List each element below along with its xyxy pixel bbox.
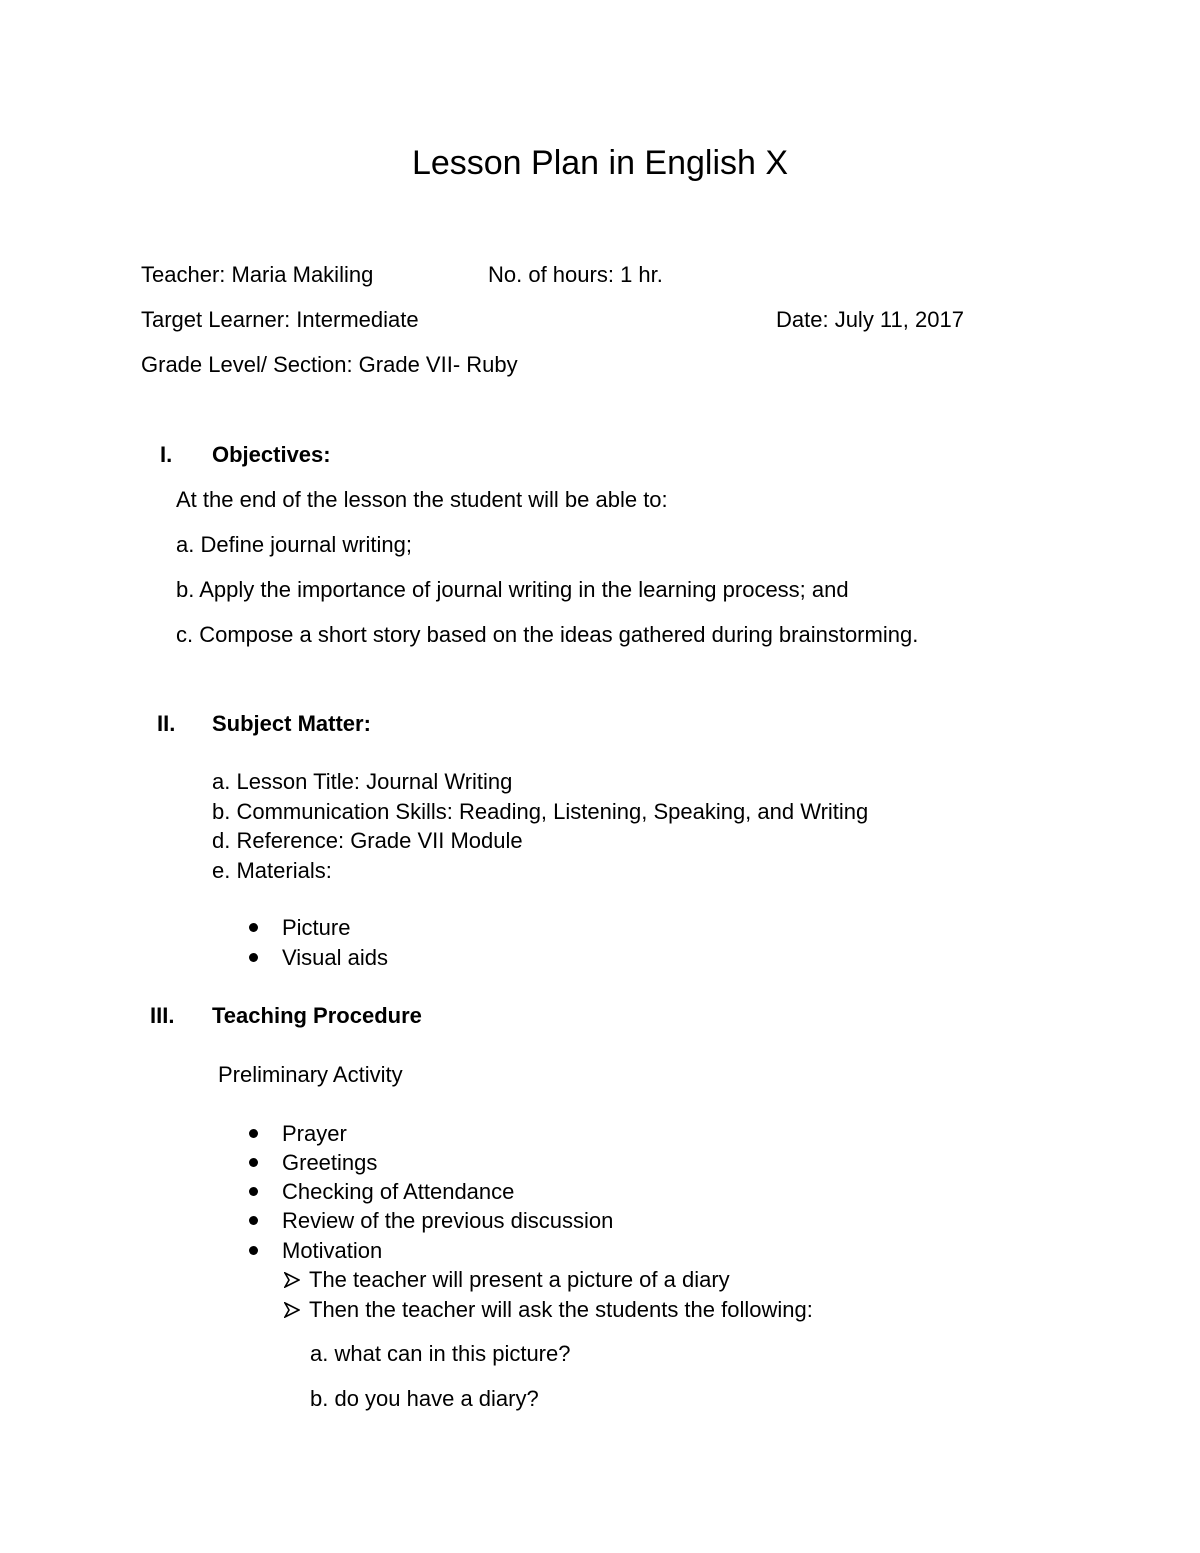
arrow-bullet-icon — [284, 1272, 300, 1288]
teacher-field: Teacher: Maria Makiling — [141, 262, 374, 287]
hours-field: No. of hours: 1 hr. — [488, 262, 663, 287]
bullet-icon — [249, 953, 258, 962]
subject-matter-item: a. Lesson Title: Journal Writing — [212, 769, 513, 794]
document-title: Lesson Plan in English X — [411, 144, 789, 182]
activity-item: Prayer — [282, 1121, 347, 1146]
section-heading-teaching-procedure: Teaching Procedure — [212, 1003, 422, 1028]
objective-item: c. Compose a short story based on the ideas gathered during brainstorming. — [176, 622, 919, 647]
section-numeral: I. — [160, 442, 173, 467]
bullet-icon — [249, 1158, 258, 1167]
activity-item: Motivation — [282, 1238, 383, 1263]
section-numeral: II. — [157, 711, 176, 736]
objectives-intro: At the end of the lesson the student will be able to: — [176, 487, 668, 512]
objective-item: a. Define journal writing; — [176, 532, 413, 557]
activity-item: Review of the previous discussion — [282, 1208, 614, 1233]
bullet-icon — [249, 1246, 258, 1255]
bullet-icon — [249, 1187, 258, 1196]
motivation-step: Then the teacher will ask the students the following: — [309, 1297, 813, 1322]
motivation-step: The teacher will present a picture of a diary — [309, 1267, 730, 1292]
preliminary-activity-heading: Preliminary Activity — [218, 1062, 403, 1087]
activity-item: Greetings — [282, 1150, 378, 1175]
section-numeral: III. — [150, 1003, 175, 1028]
subject-matter-item: b. Communication Skills: Reading, Listening, Speaking, and Writing — [212, 799, 869, 824]
materials-item: Picture — [282, 915, 351, 940]
subject-matter-item: d. Reference: Grade VII Module — [212, 828, 523, 853]
arrow-bullet-icon — [284, 1302, 300, 1318]
activity-item: Checking of Attendance — [282, 1179, 515, 1204]
motivation-question: a. what can in this picture? — [310, 1341, 571, 1366]
bullet-icon — [249, 1216, 258, 1225]
section-heading-subject-matter: Subject Matter: — [212, 711, 371, 736]
grade-section-field: Grade Level/ Section: Grade VII- Ruby — [141, 352, 518, 377]
section-heading-objectives: Objectives: — [212, 442, 331, 467]
bullet-icon — [249, 923, 258, 932]
subject-matter-item: e. Materials: — [212, 858, 332, 883]
objective-item: b. Apply the importance of journal writing in the learning process; and — [176, 577, 849, 602]
motivation-question: b. do you have a diary? — [310, 1386, 539, 1411]
target-learner-field: Target Learner: Intermediate — [141, 307, 419, 332]
bullet-icon — [249, 1129, 258, 1138]
date-field: Date: July 11, 2017 — [776, 307, 964, 332]
materials-item: Visual aids — [282, 945, 388, 970]
